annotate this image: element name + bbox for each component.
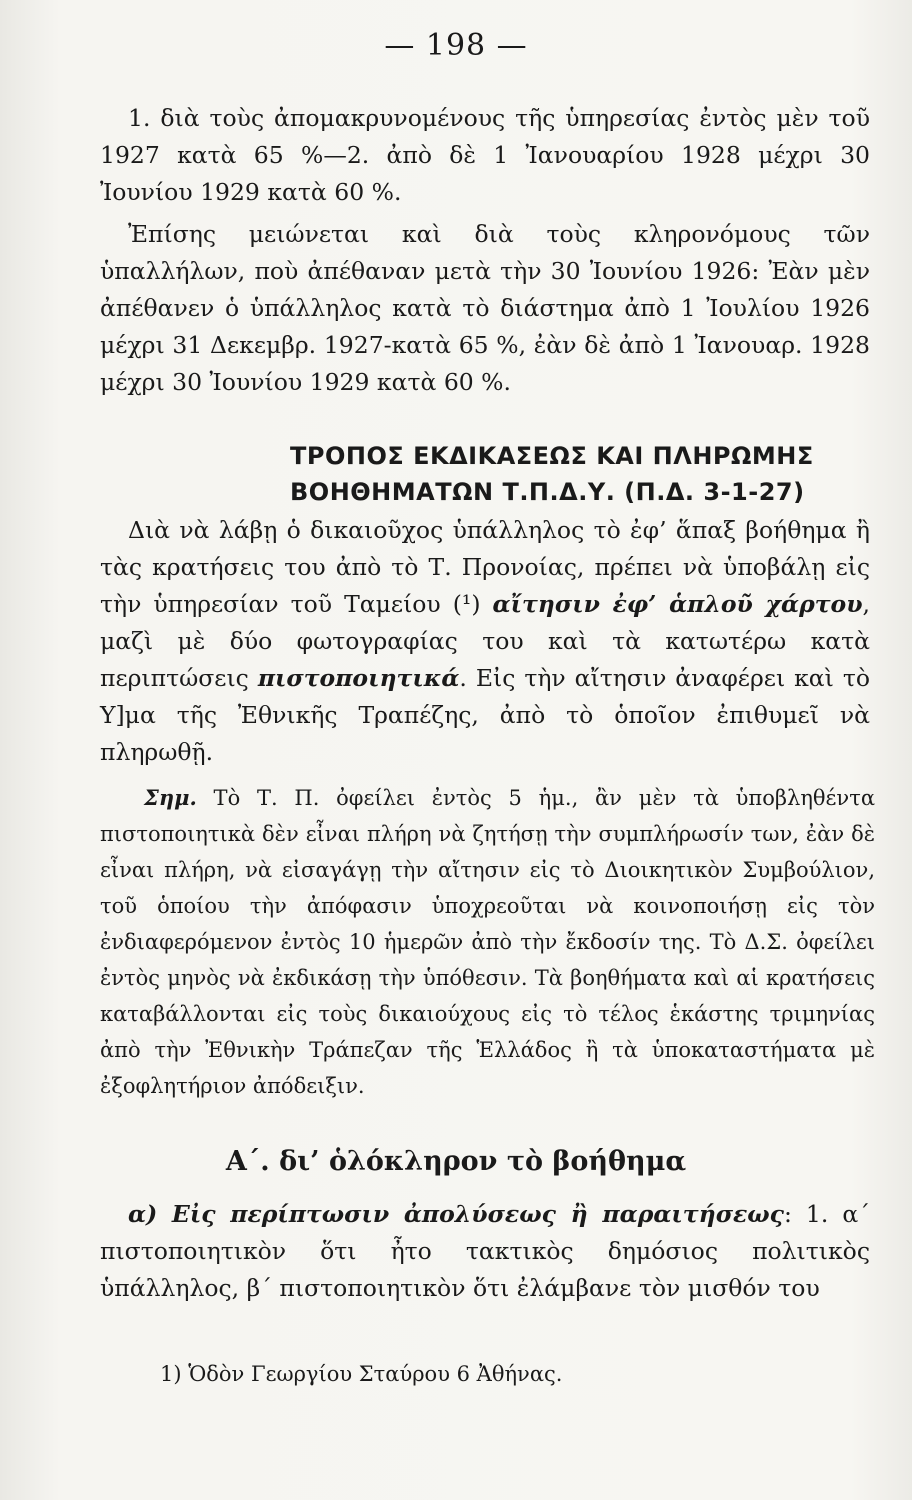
section-heading <box>290 438 880 510</box>
paragraph-procedure <box>100 512 870 771</box>
procedure-text-3: . Εἰς τὴν αἴτησιν ἀναφέρει καὶ τὸ Υ]μα τῆς Ἐθνικῆς Τραπέζης, ἀπὸ τὸ ὁποῖον ἐπιθυμεῖ νὰ πληρωθῇ. <box>100 664 870 766</box>
note-text: Τὸ Τ. Π. ὀφείλει ἐντὸς 5 ἡμ., ἂν μὲν τὰ ὑποβληθέντα πιστοποιητικὰ δὲν εἶναι πλήρη νὰ ζητήσῃ τὴν συμπλήρωσίν των, ἐὰν δὲ εἶναι πλήρη, νὰ εἰσαγάγῃ τὴν αἴτησιν εἰς τὸ Διοικητικὸν Συμβούλιον, τοῦ ὁποίου τὴν ἀπόφασιν ὑποχρεοῦται νὰ κοινοποιήσῃ εἰς τὸν ἐνδιαφερόμενον ἐντὸς 10 ἡμερῶν ἀπὸ τὴν ἔκδοσίν της. Τὸ Δ.Σ. ὀφείλει ἐντὸς μηνὸς νὰ ἐκδικάσῃ τὴν ὑπόθεσιν. Τὰ βοηθήματα καὶ αἱ κρατήσεις καταβάλλονται εἰς τοὺς δικαιούχους εἰς τὸ τέλος ἑκάστης τριμηνίας ἀπὸ τὴν Ἐθνικὴν Τράπεζαν τῆς Ἑλλάδος ἢ τὰ ὑποκαταστήματα μὲ ἐξοφλητήριον ἀπόδειξιν. <box>100 786 875 1098</box>
note-label: Σημ. <box>144 785 197 810</box>
section-heading-line-1: ΤΡΟΠΟΣ ΕΚΔΙΚΑΣΕΩΣ ΚΑΙ ΠΛΗΡΩΜΗΣ <box>290 442 814 470</box>
footnote: 1) Ὁδὸν Γεωργίου Σταύρου 6 Ἀθήνας. <box>160 1362 563 1386</box>
paragraph-reduction-heirs: Ἐπίσης μειώνεται καὶ διὰ τοὺς κληρονόμους τῶν ὑπαλλήλων, ποὺ ἀπέθαναν μετὰ τὴν 30 Ἰουνίου 1926: Ἐὰν μὲν ἀπέθανεν ὁ ὑπάλληλος κατὰ τὸ διάστημα ἀπὸ 1 Ἰουλίου 1926 μέχρι 31 Δεκεμβρ. 1927-κατὰ 65 %, ἐὰν δὲ ἀπὸ 1 Ἰανουαρ. 1928 μέχρι 30 Ἰουνίου 1929 κατὰ 60 %. <box>100 220 870 396</box>
procedure-bold-application: αἴτησιν ἐφ’ ἁπλοῦ χάρτου <box>492 590 863 618</box>
page-number: — 198 — <box>384 28 528 63</box>
paragraph-reduction-employees: 1. διὰ τοὺς ἀπομακρυνομένους τῆς ὑπηρεσίας ἐντὸς μὲν τοῦ 1927 κατὰ 65 %—2. ἀπὸ δὲ 1 Ἰανουαρίου 1928 μέχρι 30 Ἰουνίου 1929 κατὰ 60 %. <box>100 104 870 206</box>
note-paragraph <box>100 780 875 1104</box>
dismissal-label: α) Εἰς περίπτωσιν ἀπολύσεως ἢ παραιτήσεως <box>128 1200 784 1228</box>
procedure-text-2: , μαζὶ μὲ δύο φωτογραφίας του καὶ τὰ κατωτέρω κατὰ περιπτώσεις <box>100 590 870 692</box>
procedure-text-1: Διὰ νὰ λάβῃ ὁ δικαιοῦχος ὑπάλληλος τὸ ἐφ’ ἅπαξ βοήθημα ἢ τὰς κρατήσεις του ἀπὸ τὸ Τ. Προνοίας, πρέπει νὰ ὑποβάλῃ εἰς τὴν ὑπηρεσίαν τοῦ Ταμείου (¹) <box>100 516 870 618</box>
section-heading-line-2: ΒΟΗΘΗΜΑΤΩΝ Τ.Π.Δ.Υ. (Π.Δ. 3-1-27) <box>290 478 805 506</box>
subheading-full-benefit: Α΄. δι’ ὁλόκληρον τὸ βοήθημα <box>225 1146 687 1177</box>
paragraph-dismissal <box>100 1196 870 1307</box>
procedure-bold-certificates: πιστοποιητικά <box>257 664 460 692</box>
dismissal-text: : 1. α΄ πιστοποιητικὸν ὅτι ἦτο τακτικὸς δημόσιος πολιτικὸς ὑπάλληλος, β΄ πιστοποιητικὸν ὅτι ἐλάμβανε τὸν μισθόν του <box>100 1200 870 1302</box>
